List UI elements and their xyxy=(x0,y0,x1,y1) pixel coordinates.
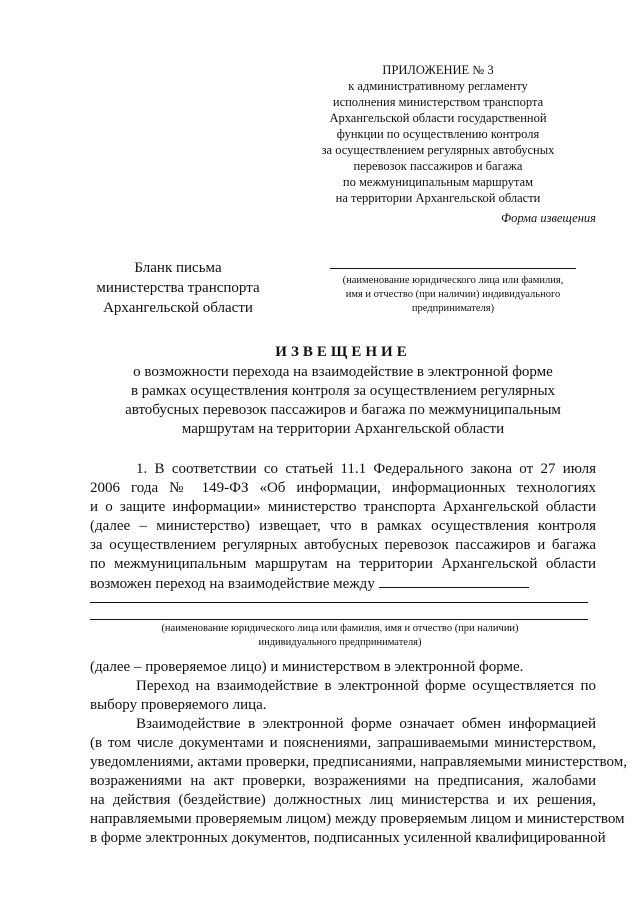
appendix-line: Архангельской области государственной xyxy=(329,111,547,125)
addressee-caption xyxy=(330,274,576,316)
letterhead-line: Архангельской области xyxy=(103,300,253,316)
paragraph-line: 1. В соответствии со статьей 11.1 Федерального закона от 27 июля xyxy=(136,461,596,477)
paragraph-line: 2006 года № 149-ФЗ «Об информации, информационных технологиях xyxy=(90,480,596,496)
paragraph-line: в форме электронных документов, подписанных усиленной квалифицированной xyxy=(90,830,606,846)
addressee-caption-line: (наименование юридического лица или фамилия, xyxy=(342,275,564,286)
subtitle-line: в рамках осуществления контроля за осуществлением регулярных xyxy=(130,383,556,399)
paragraph-line: возможен переход на взаимодействие между xyxy=(90,576,375,592)
paragraph-line: (в том числе документами и пояснениями, запрашиваемыми министерством, xyxy=(90,735,596,751)
paragraph-line: по межмуниципальным маршрутам на территории Архангельской области xyxy=(90,556,596,572)
form-label: Форма извещения xyxy=(501,211,596,225)
letterhead-block xyxy=(78,258,278,318)
paragraph-line: уведомлениями, актами проверки, предписаниями, направляемыми министерством, xyxy=(90,754,627,770)
appendix-line: исполнения министерством транспорта xyxy=(332,95,544,109)
subtitle-line: автобусных перевозок пассажиров и багажа по межмуниципальным xyxy=(125,402,561,418)
addressee-fill-line xyxy=(330,268,576,269)
paragraph-line: за осуществлением регулярных автобусных перевозок пассажиров и багажа xyxy=(90,537,596,553)
entity-fill-line-2 xyxy=(90,619,588,620)
entity-caption-line: индивидуального предпринимателя) xyxy=(258,637,422,648)
paragraph-line: возражениями на акт проверки, возражениями на предписания, жалобами xyxy=(90,773,596,789)
paragraph-line: (далее – проверяемое лицо) и министерством в электронной форме. xyxy=(90,659,524,675)
appendix-line: перевозок пассажиров и багажа xyxy=(353,159,523,173)
addressee-block xyxy=(330,268,576,316)
inline-fill-line xyxy=(379,574,529,588)
addressee-caption-line: предпринимателя) xyxy=(411,303,495,314)
document-title: ИЗВЕЩЕНИЕ xyxy=(275,344,411,360)
paragraph-line: (далее – министерство) извещает, что в рамках осуществления контроля xyxy=(90,518,596,534)
appendix-header xyxy=(318,62,558,206)
appendix-line: за осуществлением регулярных автобусных xyxy=(321,143,555,157)
addressee-caption-line: имя и отчество (при наличии) индивидуального xyxy=(345,289,561,300)
subtitle-line: маршрутам на территории Архангельской области xyxy=(181,421,505,437)
entity-fill-line-1 xyxy=(90,602,588,603)
letterhead-line: Бланк письма xyxy=(134,260,222,276)
paragraph-2 xyxy=(90,658,627,848)
document-subtitle xyxy=(90,363,596,439)
appendix-line: на территории Архангельской области xyxy=(335,191,541,205)
appendix-line: по межмуниципальным маршрутам xyxy=(342,175,534,189)
paragraph-1 xyxy=(90,460,596,594)
appendix-line: ПРИЛОЖЕНИЕ № 3 xyxy=(382,63,494,77)
paragraph-line-with-blank xyxy=(90,574,596,594)
paragraph-line: Взаимодействие в электронной форме означает обмен информацией xyxy=(136,716,596,732)
appendix-line: функции по осуществлению контроля xyxy=(336,127,540,141)
entity-caption-line: (наименование юридического лица или фамилия, имя и отчество (при наличии) xyxy=(161,623,519,634)
paragraph-line: на действия (бездействие) должностных лиц министерства и их решения, xyxy=(90,792,596,808)
paragraph-line: направляемыми проверяемым лицом) между проверяемым лицом и министерством xyxy=(90,811,625,827)
paragraph-line: и о защите информации» министерство транспорта Архангельской области xyxy=(90,499,596,515)
letterhead-line: министерства транспорта xyxy=(96,280,260,296)
appendix-line: к административному регламенту xyxy=(348,79,528,93)
entity-caption xyxy=(90,622,590,650)
paragraph-line: Переход на взаимодействие в электронной форме осуществляется по xyxy=(136,678,596,694)
paragraph-line: выбору проверяемого лица. xyxy=(90,697,267,713)
subtitle-line: о возможности перехода на взаимодействие в электронной форме xyxy=(133,364,553,380)
